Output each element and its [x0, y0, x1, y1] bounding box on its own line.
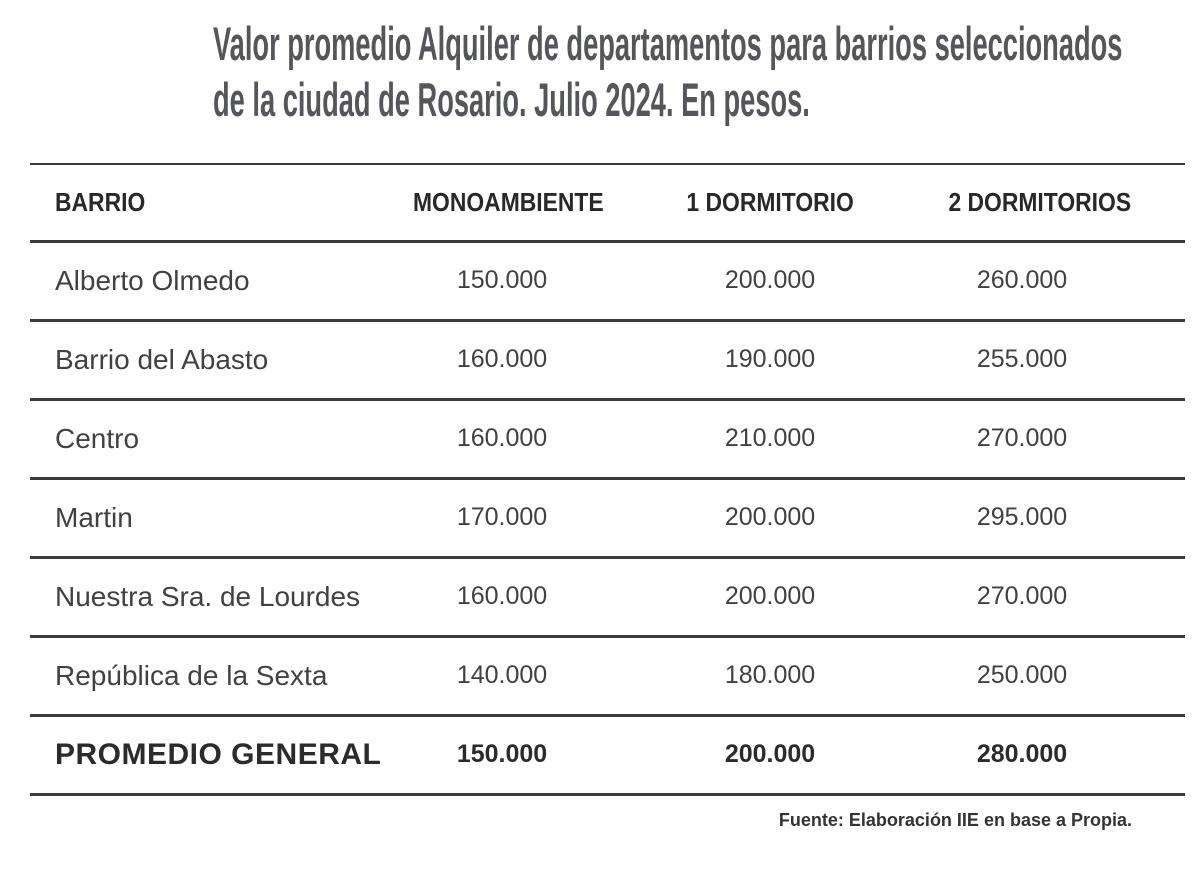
dormitorio1-value-cell: 200.000 — [604, 241, 936, 320]
monoambiente-value-cell: 140.000 — [400, 636, 604, 715]
column-header-monoambiente: MONOAMBIENTE — [400, 164, 604, 241]
monoambiente-value-cell: 150.000 — [400, 715, 604, 794]
column-header-1-dormitorio: 1 DORMITORIO — [604, 164, 936, 241]
barrio-cell: Centro — [30, 399, 400, 478]
barrio-cell: Martin — [30, 478, 400, 557]
table-row — [30, 399, 1185, 478]
dormitorio1-value-cell: 200.000 — [604, 557, 936, 636]
barrio-cell: Nuestra Sra. de Lourdes — [30, 557, 400, 636]
column-header-barrio: BARRIO — [30, 164, 400, 241]
dormitorio1-value-cell: 190.000 — [604, 320, 936, 399]
column-header-2-dormitorios: 2 DORMITORIOS — [936, 164, 1185, 241]
monoambiente-value-cell: 160.000 — [400, 399, 604, 478]
table-row — [30, 478, 1185, 557]
dormitorio1-value-cell: 200.000 — [604, 715, 936, 794]
figure-title-line-2: de la ciudad de Rosario. Julio 2024. En pesos. — [213, 73, 810, 126]
total-row — [30, 715, 1185, 794]
table-row — [30, 241, 1185, 320]
table-body — [30, 241, 1185, 794]
figure-title — [213, 0, 1200, 128]
table-row — [30, 557, 1185, 636]
barrio-cell: PROMEDIO GENERAL — [30, 715, 400, 794]
dormitorios2-value-cell: 260.000 — [936, 241, 1185, 320]
dormitorio1-value-cell: 210.000 — [604, 399, 936, 478]
table-row — [30, 320, 1185, 399]
dormitorios2-value-cell: 270.000 — [936, 399, 1185, 478]
figure-title-line-1: Valor promedio Alquiler de departamentos para barrios seleccionados — [213, 17, 1123, 70]
monoambiente-value-cell: 160.000 — [400, 320, 604, 399]
dormitorios2-value-cell: 255.000 — [936, 320, 1185, 399]
dormitorios2-value-cell: 295.000 — [936, 478, 1185, 557]
table-header-row — [30, 164, 1185, 241]
barrio-cell: República de la Sexta — [30, 636, 400, 715]
source-note: Fuente: Elaboración IIE en base a Propia. — [778, 809, 1132, 830]
barrio-cell: Alberto Olmedo — [30, 241, 400, 320]
monoambiente-value-cell: 170.000 — [400, 478, 604, 557]
dormitorios2-value-cell: 270.000 — [936, 557, 1185, 636]
table-row — [30, 636, 1185, 715]
dormitorio1-value-cell: 180.000 — [604, 636, 936, 715]
dormitorios2-value-cell: 250.000 — [936, 636, 1185, 715]
rent-values-table — [30, 163, 1185, 796]
monoambiente-value-cell: 150.000 — [400, 241, 604, 320]
barrio-cell: Barrio del Abasto — [30, 320, 400, 399]
dormitorio1-value-cell: 200.000 — [604, 478, 936, 557]
monoambiente-value-cell: 160.000 — [400, 557, 604, 636]
dormitorios2-value-cell: 280.000 — [936, 715, 1185, 794]
